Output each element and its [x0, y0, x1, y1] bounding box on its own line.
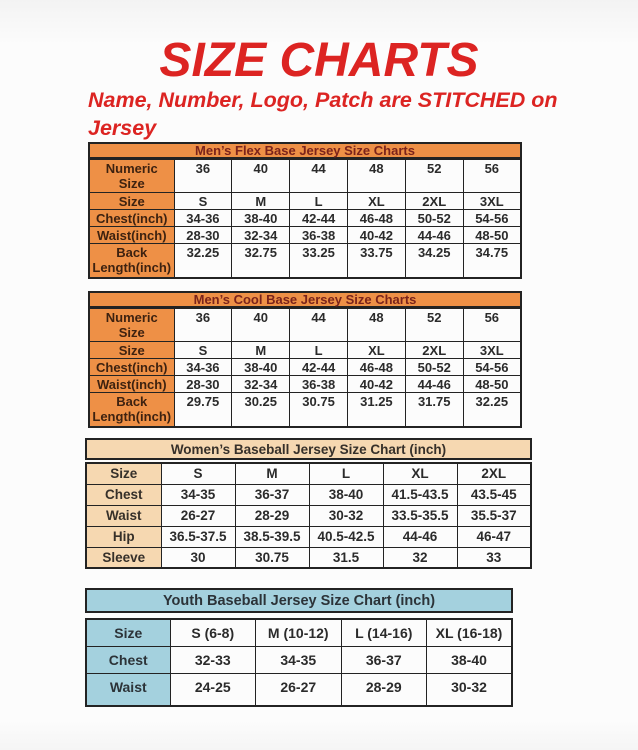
size-cell: M — [235, 463, 309, 484]
size-cell: 44-46 — [383, 526, 457, 547]
table-row — [86, 505, 531, 526]
row-label: Back Length(inch) — [89, 244, 174, 278]
size-cell: 50-52 — [405, 359, 463, 376]
table-title-bar — [85, 438, 532, 460]
table-youth-baseball — [85, 588, 513, 707]
size-cell: 33.75 — [347, 244, 405, 278]
table-womens-baseball — [85, 438, 532, 569]
size-cell: 50-52 — [405, 210, 463, 227]
size-cell: 44 — [290, 309, 348, 342]
table-title-bar — [88, 291, 522, 308]
size-cell: 36-38 — [290, 376, 348, 393]
size-cell: S (6-8) — [170, 619, 256, 646]
size-cell: 34-35 — [256, 646, 342, 673]
row-label: Size — [89, 342, 174, 359]
size-cell: 36-38 — [290, 227, 348, 244]
table-row — [89, 227, 521, 244]
row-label: Numeric Size — [89, 160, 174, 193]
size-cell: 38-40 — [309, 484, 383, 505]
size-cell: S — [174, 193, 232, 210]
size-cell: 2XL — [405, 193, 463, 210]
table-row — [89, 342, 521, 359]
size-cell: 30-32 — [309, 505, 383, 526]
table-title: Men’s Cool Base Jersey Size Charts — [193, 292, 417, 307]
size-cell: 44 — [290, 160, 348, 193]
size-cell: 56 — [463, 309, 521, 342]
table-mens-flex-base — [88, 142, 522, 279]
size-cell: L — [290, 342, 348, 359]
size-grid — [88, 159, 522, 279]
size-cell: 40 — [232, 309, 290, 342]
size-cell: 31.75 — [405, 393, 463, 427]
table-row — [89, 309, 521, 342]
size-cell: XL — [347, 193, 405, 210]
size-cell: S — [161, 463, 235, 484]
size-cell: 52 — [405, 309, 463, 342]
size-cell: 34.25 — [405, 244, 463, 278]
size-cell: 32-33 — [170, 646, 256, 673]
size-cell: M — [232, 193, 290, 210]
size-cell: 36 — [174, 160, 232, 193]
table-title: Women’s Baseball Jersey Size Chart (inch) — [170, 441, 447, 457]
size-cell: 44-46 — [405, 227, 463, 244]
size-cell: 35.5-37 — [457, 505, 531, 526]
table-title-bar — [85, 588, 513, 613]
table-row — [86, 526, 531, 547]
size-cell: M (10-12) — [256, 619, 342, 646]
size-cell: 32 — [383, 547, 457, 568]
table-row — [89, 193, 521, 210]
size-cell: 38-40 — [232, 210, 290, 227]
size-cell: XL — [347, 342, 405, 359]
size-cell: XL — [383, 463, 457, 484]
size-cell: 31.5 — [309, 547, 383, 568]
size-cell: 54-56 — [463, 359, 521, 376]
size-cell: 30.75 — [235, 547, 309, 568]
table-title: Youth Baseball Jersey Size Chart (inch) — [162, 592, 436, 609]
size-cell: 32.25 — [463, 393, 521, 427]
size-cell: 32-34 — [232, 376, 290, 393]
size-cell: 38-40 — [427, 646, 513, 673]
size-cell: 34-36 — [174, 359, 232, 376]
row-label: Size — [86, 619, 170, 646]
table-row — [89, 376, 521, 393]
size-cell: 40.5-42.5 — [309, 526, 383, 547]
size-grid — [85, 618, 513, 707]
size-cell: 30-32 — [427, 673, 513, 706]
row-label: Chest — [86, 484, 161, 505]
row-label: Back Length(inch) — [89, 393, 174, 427]
size-cell: 36.5-37.5 — [161, 526, 235, 547]
size-cell: 3XL — [463, 342, 521, 359]
size-cell: 2XL — [405, 342, 463, 359]
size-cell: 46-48 — [347, 210, 405, 227]
size-cell: 48 — [347, 160, 405, 193]
size-cell: 56 — [463, 160, 521, 193]
row-label: Chest(inch) — [89, 359, 174, 376]
size-cell: 32-34 — [232, 227, 290, 244]
table-row — [89, 210, 521, 227]
size-cell: 32.25 — [174, 244, 232, 278]
size-cell: 52 — [405, 160, 463, 193]
size-cell: 48-50 — [463, 227, 521, 244]
table-row — [86, 673, 512, 706]
size-cell: 48-50 — [463, 376, 521, 393]
row-label: Waist(inch) — [89, 376, 174, 393]
size-cell: 44-46 — [405, 376, 463, 393]
size-cell: 43.5-45 — [457, 484, 531, 505]
table-row — [86, 619, 512, 646]
size-cell: 26-27 — [256, 673, 342, 706]
size-cell: 24-25 — [170, 673, 256, 706]
size-cell: 34-35 — [161, 484, 235, 505]
size-cell: 30.75 — [290, 393, 348, 427]
size-cell: M — [232, 342, 290, 359]
size-cell: 28-30 — [174, 376, 232, 393]
size-cell: 42-44 — [290, 359, 348, 376]
row-label: Waist — [86, 673, 170, 706]
row-label: Size — [89, 193, 174, 210]
size-cell: 46-48 — [347, 359, 405, 376]
page-subtitle: Name, Number, Logo, Patch are STITCHED on Jersey — [88, 88, 558, 140]
size-cell: 36-37 — [235, 484, 309, 505]
size-cell: XL (16-18) — [427, 619, 513, 646]
size-grid — [88, 308, 522, 428]
size-cell: 30.25 — [232, 393, 290, 427]
row-label: Waist(inch) — [89, 227, 174, 244]
size-cell: 31.25 — [347, 393, 405, 427]
size-cell: 42-44 — [290, 210, 348, 227]
table-row — [86, 463, 531, 484]
size-cell: 33.25 — [290, 244, 348, 278]
size-cell: 46-47 — [457, 526, 531, 547]
row-label: Numeric Size — [89, 309, 174, 342]
size-cell: 34-36 — [174, 210, 232, 227]
size-cell: 40-42 — [347, 376, 405, 393]
row-label: Waist — [86, 505, 161, 526]
size-cell: 3XL — [463, 193, 521, 210]
row-label: Chest — [86, 646, 170, 673]
size-cell: L (14-16) — [341, 619, 427, 646]
size-cell: 29.75 — [174, 393, 232, 427]
size-cell: L — [309, 463, 383, 484]
size-cell: 30 — [161, 547, 235, 568]
size-cell: 28-29 — [341, 673, 427, 706]
page-title: SIZE CHARTS — [159, 34, 479, 87]
size-cell: 36 — [174, 309, 232, 342]
size-cell: 48 — [347, 309, 405, 342]
table-row — [86, 547, 531, 568]
row-label: Chest(inch) — [89, 210, 174, 227]
size-grid — [85, 462, 532, 569]
table-mens-cool-base — [88, 291, 522, 428]
table-row — [89, 359, 521, 376]
size-cell: 41.5-43.5 — [383, 484, 457, 505]
row-label: Hip — [86, 526, 161, 547]
size-cell: 34.75 — [463, 244, 521, 278]
size-cell: 28-30 — [174, 227, 232, 244]
size-cell: 33.5-35.5 — [383, 505, 457, 526]
table-title-bar — [88, 142, 522, 159]
size-cell: 28-29 — [235, 505, 309, 526]
size-cell: 54-56 — [463, 210, 521, 227]
table-row — [89, 160, 521, 193]
size-cell: 2XL — [457, 463, 531, 484]
row-label: Size — [86, 463, 161, 484]
size-cell: 40 — [232, 160, 290, 193]
table-row — [89, 393, 521, 427]
size-cell: 33 — [457, 547, 531, 568]
table-row — [86, 646, 512, 673]
size-cell: 26-27 — [161, 505, 235, 526]
table-row — [86, 484, 531, 505]
size-cell: 38.5-39.5 — [235, 526, 309, 547]
size-cell: 40-42 — [347, 227, 405, 244]
size-cell: S — [174, 342, 232, 359]
size-cell: 36-37 — [341, 646, 427, 673]
row-label: Sleeve — [86, 547, 161, 568]
table-row — [89, 244, 521, 278]
table-title: Men’s Flex Base Jersey Size Charts — [195, 143, 415, 158]
size-cell: 38-40 — [232, 359, 290, 376]
size-cell: 32.75 — [232, 244, 290, 278]
size-cell: L — [290, 193, 348, 210]
